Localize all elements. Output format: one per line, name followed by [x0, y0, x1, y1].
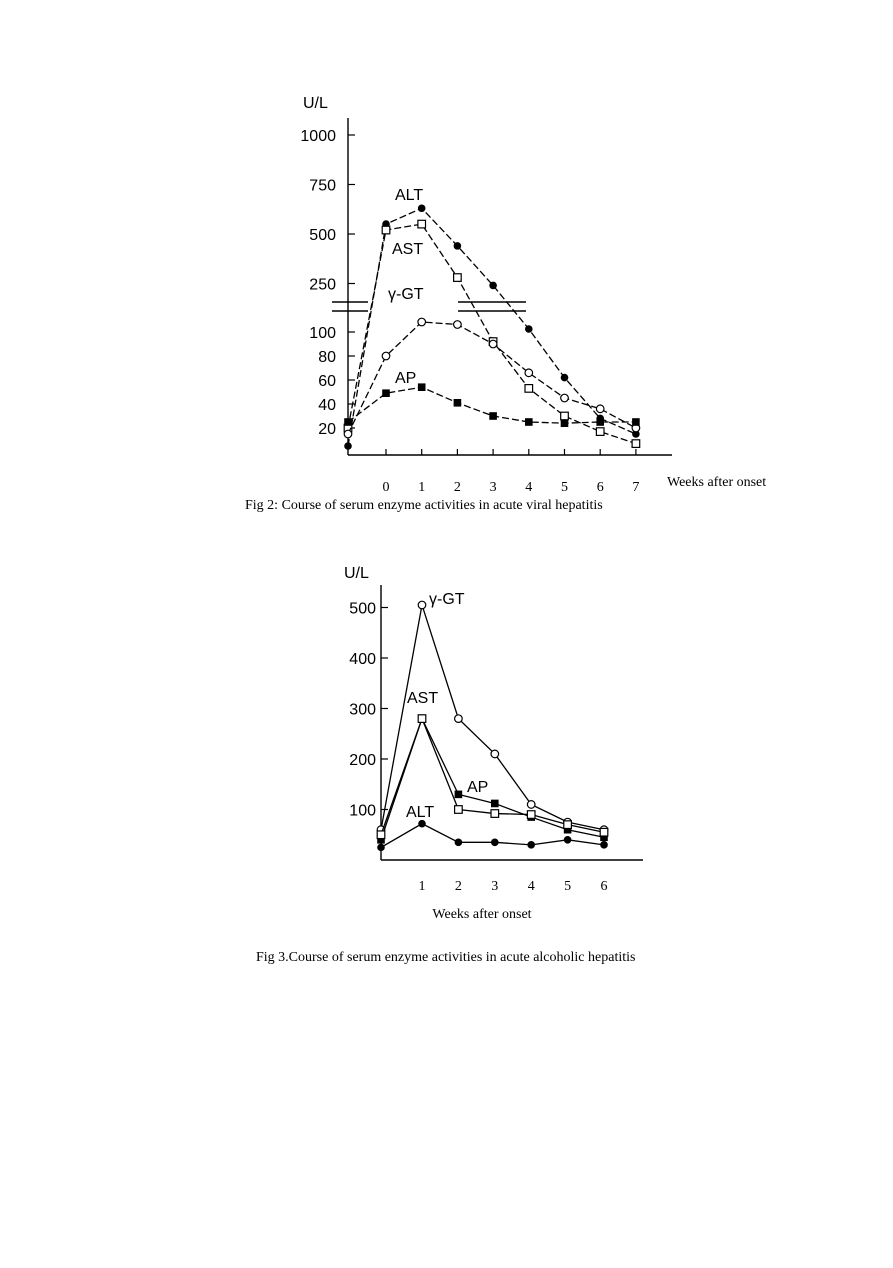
chart2-data-point: [564, 821, 572, 829]
chart2-x-tick-label: 5: [564, 879, 572, 894]
chart2-y-tick-label: 200: [349, 752, 376, 769]
chart1-y-tick-label: 750: [309, 177, 336, 195]
chart2-series-line-0: [381, 605, 604, 830]
chart-viral-hepatitis: [300, 95, 766, 495]
chart2-x-tick-label: 3: [491, 879, 499, 894]
chart2-series-label: AP: [467, 779, 489, 796]
chart1-data-point: [454, 321, 462, 329]
chart1-data-point: [418, 220, 426, 228]
chart1-y-tick-label: 80: [318, 349, 336, 366]
chart1-data-point: [596, 428, 604, 436]
chart2-y-tick-label: 300: [349, 701, 376, 719]
chart2-x-tick-label: 4: [527, 879, 535, 894]
chart1-data-point: [525, 385, 533, 393]
chart2-data-point: [491, 750, 499, 758]
chart1-x-tick-label: 0: [382, 480, 390, 495]
chart1-y-tick-label: 100: [309, 325, 336, 342]
chart1-data-point: [561, 374, 569, 382]
chart2-data-point: [455, 715, 463, 723]
chart1-data-point: [561, 412, 569, 420]
chart2-x-axis-label: Weeks after onset: [432, 907, 532, 922]
chart2-data-point: [455, 839, 463, 847]
chart1-data-point: [344, 418, 352, 426]
chart1-x-tick-label: 6: [596, 480, 604, 495]
chart1-data-point: [382, 389, 390, 397]
chart1-data-point: [418, 383, 426, 391]
chart2-data-point: [418, 601, 426, 609]
chart2-data-point: [377, 831, 385, 839]
chart1-data-point: [489, 412, 497, 420]
chart2-x-tick-label: 6: [600, 879, 608, 894]
chart2-data-point: [600, 841, 608, 849]
chart2-x-tick-label: 1: [418, 879, 426, 894]
chart1-x-tick-label: 3: [489, 480, 497, 495]
chart2-data-point: [491, 810, 499, 818]
chart2-data-point: [455, 791, 463, 799]
chart1-data-point: [344, 442, 352, 450]
chart2-data-point: [600, 828, 608, 836]
chart1-data-point: [525, 418, 533, 426]
chart1-data-point: [454, 242, 462, 250]
chart1-data-point: [489, 282, 497, 290]
chart1-data-point: [561, 419, 569, 427]
chart1-data-point: [561, 394, 569, 402]
chart1-x-tick-label: 1: [418, 480, 426, 495]
chart2-data-point: [418, 715, 426, 723]
chart1-y-tick-label: 60: [318, 373, 336, 390]
chart1-data-point: [454, 274, 462, 282]
figure-3-caption: Fig 3.Course of serum enzyme activities in acute alcoholic hepatitis: [256, 950, 636, 965]
chart1-data-point: [454, 399, 462, 407]
chart1-series-label: γ-GT: [388, 286, 424, 303]
chart1-data-point: [344, 430, 352, 438]
chart1-y-tick-label: 20: [318, 421, 336, 438]
chart2-y-tick-label: 100: [349, 802, 376, 820]
chart2-series-label: ALT: [406, 804, 435, 821]
chart1-series-label: ALT: [395, 187, 424, 204]
chart2-data-point: [564, 836, 572, 844]
chart2-data-point: [491, 839, 499, 847]
chart1-x-axis-label: Weeks after onset: [667, 475, 767, 490]
chart1-data-point: [382, 352, 390, 360]
chart1-data-point: [632, 440, 640, 448]
chart1-series-label: AP: [395, 370, 417, 387]
chart1-data-point: [418, 204, 426, 212]
chart2-data-point: [527, 811, 535, 819]
chart1-y-tick-label: 250: [309, 276, 336, 294]
chart1-data-point: [489, 340, 497, 348]
chart2-data-point: [527, 841, 535, 849]
chart2-data-point: [377, 844, 385, 852]
chart1-x-tick-label: 2: [453, 480, 461, 495]
chart1-y-axis-label: U/L: [303, 95, 328, 112]
chart1-y-tick-label: 1000: [300, 128, 336, 145]
chart1-data-point: [596, 405, 604, 413]
chart1-data-point: [382, 226, 390, 234]
chart2-y-tick-label: 500: [349, 600, 376, 618]
chart1-x-tick-label: 7: [632, 480, 640, 495]
chart2-y-axis-label: U/L: [344, 565, 369, 582]
chart-alcoholic-hepatitis: [344, 565, 643, 922]
figure-2-caption: Fig 2: Course of serum enzyme activities in acute viral hepatitis: [245, 498, 603, 513]
chart1-series-label: AST: [392, 241, 424, 258]
chart2-series-label: γ-GT: [429, 591, 465, 608]
chart1-x-tick-label: 4: [525, 480, 533, 495]
chart1-data-point: [632, 418, 640, 426]
chart1-y-tick-label: 500: [309, 227, 336, 244]
chart1-y-tick-label: 40: [318, 397, 336, 414]
chart2-y-tick-label: 400: [349, 651, 376, 668]
chart2-data-point: [491, 800, 499, 808]
chart1-data-point: [525, 369, 533, 377]
chart1-data-point: [525, 325, 533, 333]
chart2-data-point: [455, 806, 463, 814]
chart1-x-tick-label: 5: [561, 480, 568, 495]
chart1-data-point: [418, 318, 426, 326]
chart2-series-label: AST: [407, 690, 439, 707]
chart1-data-point: [596, 418, 604, 426]
chart2-x-tick-label: 2: [454, 879, 462, 894]
chart2-data-point: [527, 801, 535, 809]
